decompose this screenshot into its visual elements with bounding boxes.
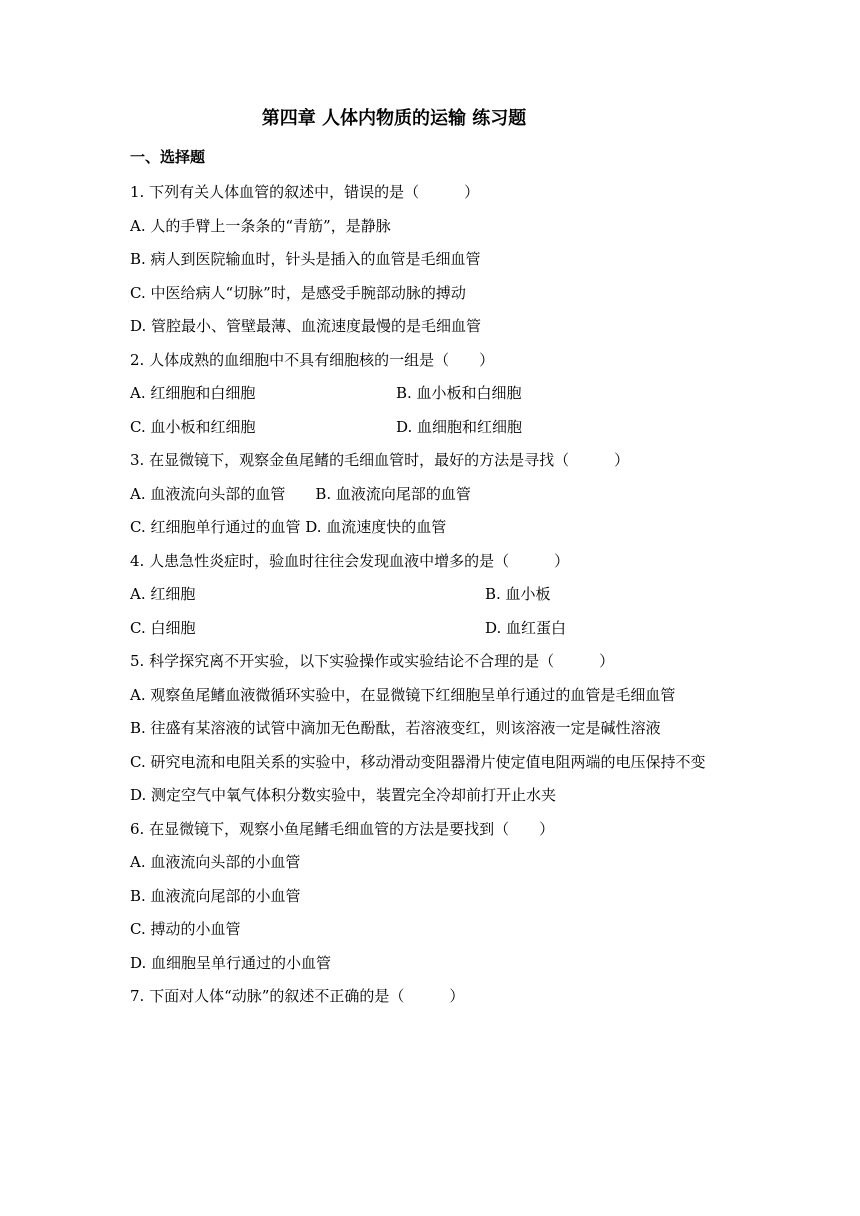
q3-options-ab: A. 血液流向头部的血管 B. 血液流向尾部的血管 bbox=[130, 484, 471, 503]
q2-option-c: C. 血小板和红细胞 bbox=[130, 417, 256, 436]
q6-option-a: A. 血液流向头部的小血管 bbox=[130, 853, 301, 871]
q2-stem: 2. 人体成熟的血细胞中不具有细胞核的一组是（ ） bbox=[130, 350, 495, 369]
q4-option-b: B. 血小板 bbox=[485, 585, 551, 603]
q2-options-row-2 bbox=[130, 411, 730, 445]
question-list bbox=[130, 176, 730, 1014]
q6-option-c: C. 搏动的小血管 bbox=[130, 920, 241, 938]
q4-option-d: D. 血红蛋白 bbox=[485, 618, 567, 637]
q2-options-row-1 bbox=[130, 377, 730, 411]
q1-option-b: B. 病人到医院输血时，针头是插入的血管是毛细血管 bbox=[130, 250, 481, 268]
section-heading: 一、选择题 bbox=[130, 148, 206, 166]
q5-option-a: A. 观察鱼尾鳍血液微循环实验中，在显微镜下红细胞呈单行通过的血管是毛细血管 bbox=[130, 685, 676, 704]
q5-option-b: B. 往盛有某溶液的试管中滴加无色酚酞，若溶液变红，则该溶液一定是碱性溶液 bbox=[130, 719, 661, 737]
q4-option-c: C. 白细胞 bbox=[130, 618, 196, 637]
q5-option-d: D. 测定空气中氧气体积分数实验中，装置完全冷却前打开止水夹 bbox=[130, 786, 557, 804]
q3-stem: 3. 在显微镜下，观察金鱼尾鳍的毛细血管时，最好的方法是寻找（ ） bbox=[130, 451, 630, 469]
q6-option-b: B. 血液流向尾部的小血管 bbox=[130, 886, 301, 905]
q1-option-d: D. 管腔最小、管壁最薄、血流速度最慢的是毛细血管 bbox=[130, 317, 482, 335]
q5-stem: 5. 科学探究离不开实验，以下实验操作或实验结论不合理的是（ ） bbox=[130, 652, 615, 670]
q6-option-d: D. 血细胞呈单行通过的小血管 bbox=[130, 953, 332, 972]
q4-options-row-1 bbox=[130, 578, 730, 612]
q3-options-cd: C. 红细胞单行通过的血管 D. 血流速度快的血管 bbox=[130, 518, 447, 536]
q5-option-c: C. 研究电流和电阻关系的实验中，移动滑动变阻器滑片使定值电阻两端的电压保持不变 bbox=[130, 752, 706, 771]
q6-stem: 6. 在显微镜下，观察小鱼尾鳍毛细血管的方法是要找到（ ） bbox=[130, 819, 555, 838]
document-title: 第四章 人体内物质的运输 练习题 bbox=[261, 108, 527, 129]
q4-stem: 4. 人患急性炎症时，验血时往往会发现血液中增多的是（ ） bbox=[130, 551, 570, 570]
q2-option-a: A. 红细胞和白细胞 bbox=[130, 384, 256, 402]
q2-option-d: D. 血细胞和红细胞 bbox=[396, 417, 523, 436]
q1-option-a: A. 人的手臂上一条条的“青筋”，是静脉 bbox=[130, 216, 391, 235]
q4-option-a: A. 红细胞 bbox=[130, 585, 196, 603]
q1-option-c: C. 中医给病人“切脉”时，是感受手腕部动脉的搏动 bbox=[130, 283, 466, 302]
q1-stem: 1. 下列有关人体血管的叙述中，错误的是（ ） bbox=[130, 183, 480, 201]
q4-options-row-2 bbox=[130, 612, 730, 646]
q7-stem: 7. 下面对人体“动脉”的叙述不正确的是（ ） bbox=[130, 987, 465, 1005]
q2-option-b: B. 血小板和白细胞 bbox=[396, 384, 522, 402]
